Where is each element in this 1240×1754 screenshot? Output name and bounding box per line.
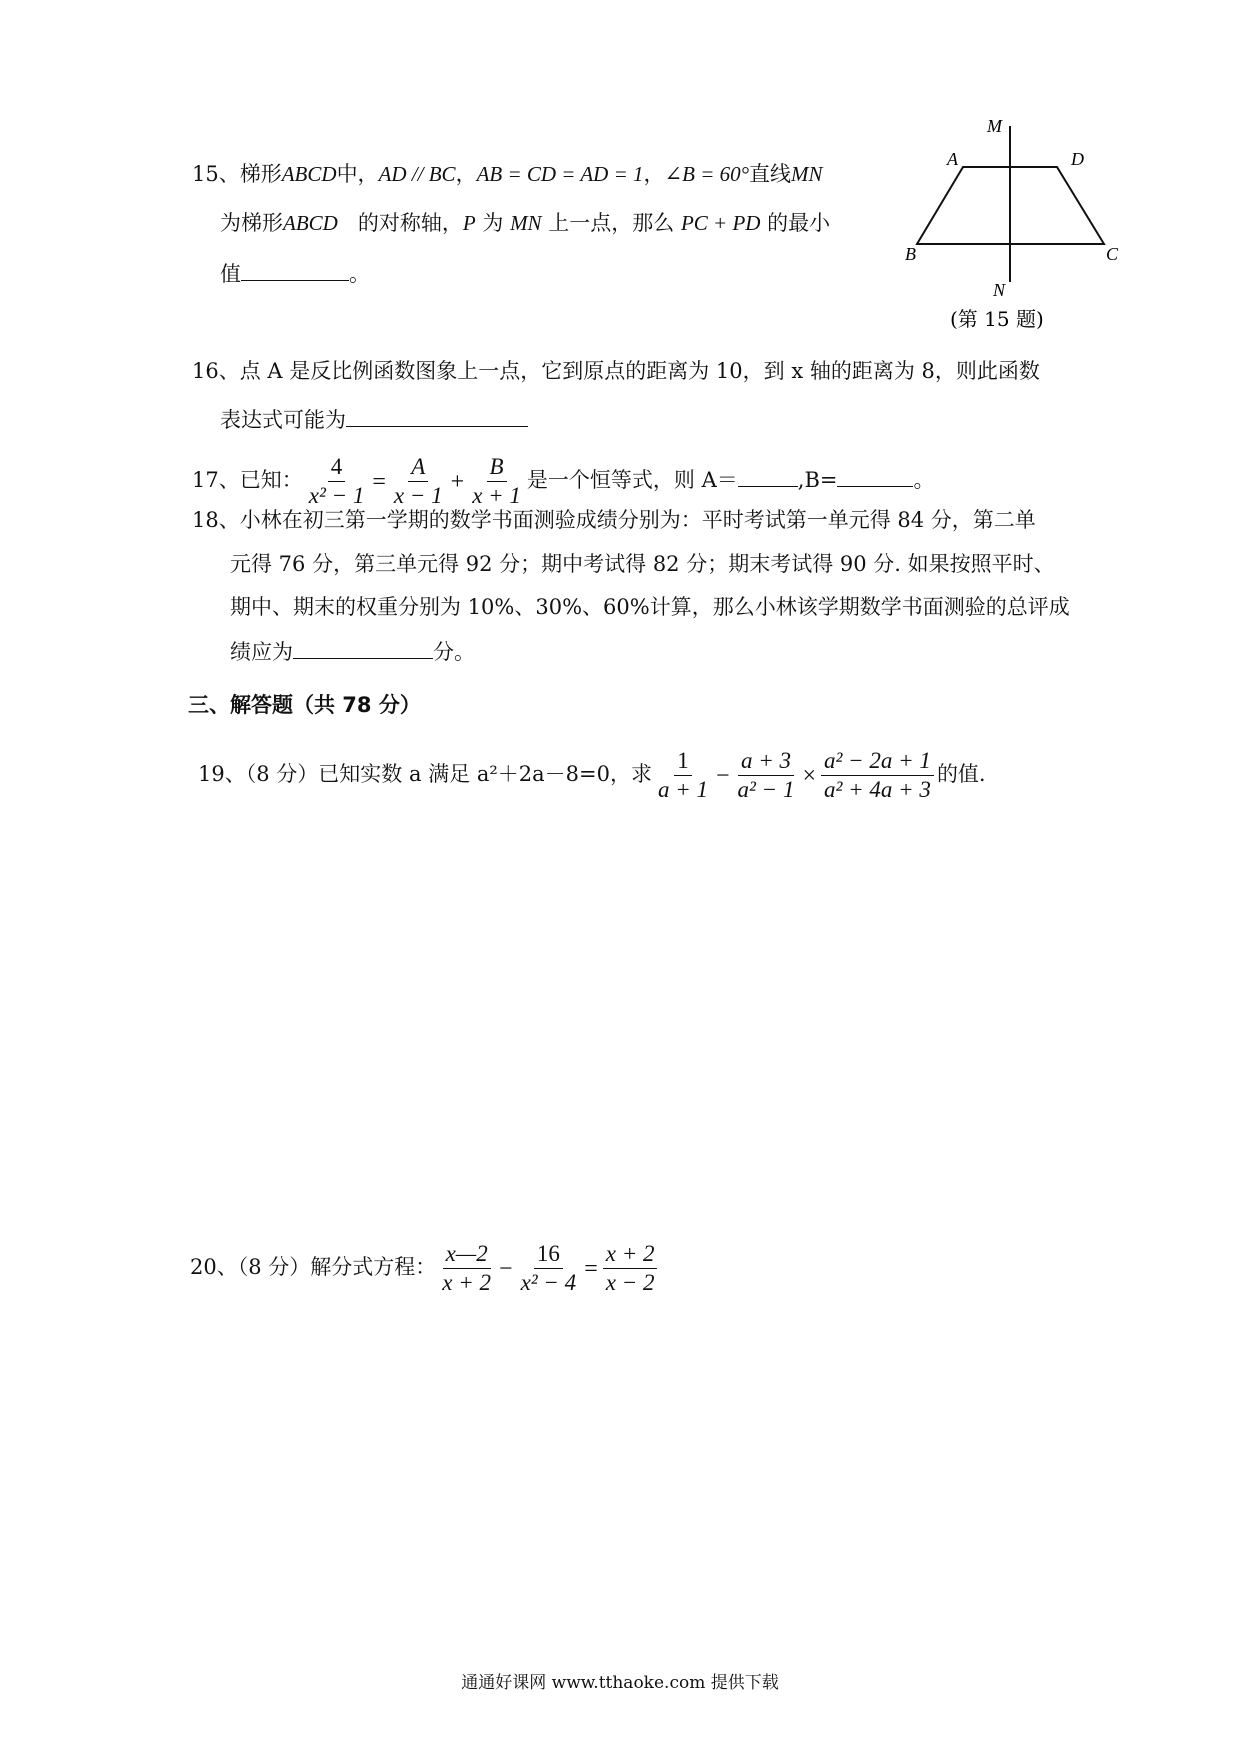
q20-fraction-3: $\frac{x + 2}{x - 2}$ — [603, 1240, 658, 1297]
q19-number: 19、 — [198, 762, 246, 786]
q19-fraction-3: $\frac{\text{a² − 2a + 1}}{\text{a² + 4a + 3}}$ — [821, 747, 934, 804]
q20-line: 20、（8 分）解分式方程： $\frac{x—2}{x + 2}$ − $\frac{16}{\text{x² − 4}}$ = $\frac{x + 2}{x - 2}$ — [190, 1235, 660, 1301]
q16-number: 16、 — [192, 359, 240, 383]
q16-line-2: 表达式可能为 — [220, 404, 528, 435]
q20-fraction-1: $\frac{x—2}{x + 2}$ — [442, 1241, 492, 1295]
q19-line: 19、（8 分）已知实数 a 满足 a²＋2a－8=0，求 $\frac{1}{a + 1}$ − $\frac{a + 3}{\text{a² − 1}}$ × $\frac{\text{a² − 2a + 1}}{\text{a² + 4a + 3}}$ 的值. — [198, 748, 986, 802]
q17-fraction-1: $\frac{4}{\text{x² − 1}}$ — [308, 454, 365, 508]
q17-fraction-2: $\frac{A}{x - 1}$ — [393, 454, 443, 508]
q18-line-2: 元得 76 分，第三单元得 92 分；期中考试得 82 分；期末考试得 90 分. 如果按照平时、 — [230, 552, 1055, 576]
q15-answer-blank[interactable] — [241, 258, 349, 281]
q18-line-4: 绩应为 分。 — [230, 636, 475, 667]
label-n: N — [993, 280, 1006, 300]
label-b: B — [905, 244, 916, 264]
q20-fraction-2: $\frac{16}{\text{x² − 4}}$ — [520, 1241, 577, 1295]
q17-number: 17、 — [192, 468, 240, 492]
label-m: M — [987, 116, 1002, 136]
q16-answer-blank[interactable] — [346, 404, 528, 427]
q18-answer-blank[interactable] — [293, 636, 433, 659]
q18-line-1: 18、小林在初三第一学期的数学书面测验成绩分别为：平时考试第一单元得 84 分，第二单 — [192, 508, 1036, 532]
q19-fraction-1: $\frac{1}{a + 1}$ — [657, 748, 708, 802]
q15-line-3: 值 。 — [220, 258, 370, 289]
q18-number: 18、 — [192, 508, 240, 532]
label-c: C — [1106, 244, 1119, 264]
q16-line-1: 16、点 A 是反比例函数图象上一点，它到原点的距离为 10，到 x 轴的距离为 8，则此函数 — [192, 359, 1040, 383]
q17-fraction-3: $\frac{B}{x + 1}$ — [472, 454, 521, 508]
q15-line-2: 为梯形ABCD 的对称轴，P 为 MN 上一点，那么 PC + PD 的最小 — [220, 211, 831, 235]
page-footer: 通通好课网 www.tthaoke.com 提供下载 — [461, 1673, 779, 1693]
q17-line: 17、已知： $\frac{4}{\text{x² − 1}}$ = $\frac{A}{x - 1}$ + $\frac{B}{x + 1}$ 是一个恒等式，则 A＝ ,B= 。 — [192, 454, 935, 508]
label-d: D — [1071, 149, 1084, 169]
section-3-heading: 三、解答题（共 78 分） — [188, 693, 421, 717]
label-a: A — [947, 149, 958, 169]
trapezoid-figure — [905, 112, 1140, 337]
q18-line-3: 期中、期末的权重分别为 10%、30%、60%计算，那么小林该学期数学书面测验的总评成 — [230, 595, 1070, 619]
q15-number: 15、 — [192, 162, 240, 186]
q17-answer-b-blank[interactable] — [837, 464, 913, 487]
q19-fraction-2: $\frac{a + 3}{\text{a² − 1}}$ — [737, 748, 795, 802]
q20-number: 20、 — [190, 1255, 238, 1279]
figure-caption: (第 15 题) — [950, 307, 1044, 331]
q17-answer-a-blank[interactable] — [738, 464, 798, 487]
q15-line-1: 15、梯形ABCD中，AD // BC，AB = CD = AD = 1，∠B = 60°直线MN — [192, 162, 823, 186]
